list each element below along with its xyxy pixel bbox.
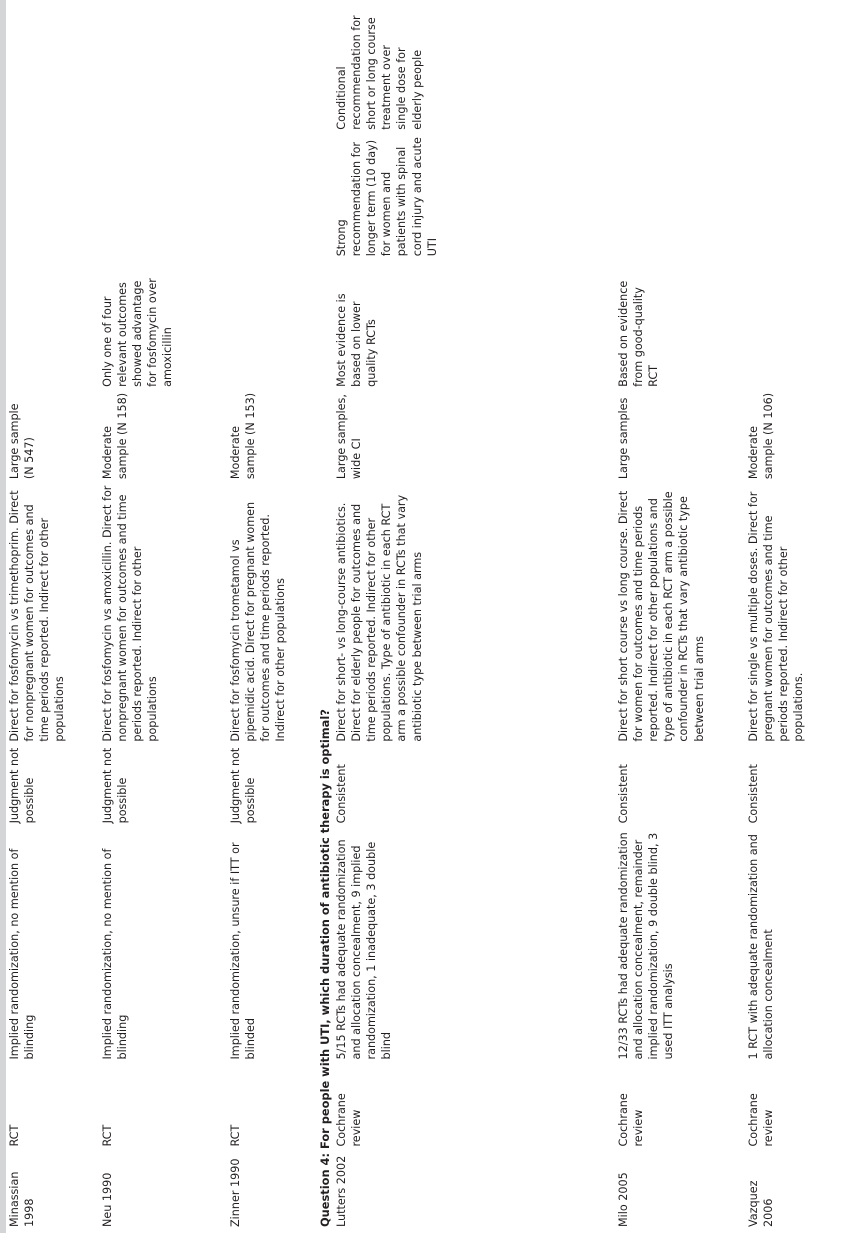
study-cell: Vazquez 2006 xyxy=(747,1180,776,1227)
sample-size-cell: Moderate sample (N 106) xyxy=(747,392,776,480)
directness-cell: Direct for fosfomycin vs trimethoprim. Direct for nonpregnant women for outcomes and time periods reported. Indirect for other populations xyxy=(8,490,67,742)
design-cell: RCT xyxy=(101,1124,114,1147)
extra-cell xyxy=(745,3,845,130)
quality-cell: 5/15 RCTs had adequate randomization and allocation concealment, 9 implied randomization, 1 inadequate, 3 double blind xyxy=(335,839,394,1060)
consistency-cell: Judgment not possible xyxy=(8,747,37,824)
consistency-cell: Judgment not possible xyxy=(101,747,130,824)
design-cell: Cochrane review xyxy=(747,1093,776,1147)
extra-cell xyxy=(99,3,227,130)
consistency-cell: Consistent xyxy=(617,764,631,824)
table-row-vazquez xyxy=(745,3,845,1227)
comments-cell xyxy=(6,130,99,257)
sample-size-cell: Large sample (N 547) xyxy=(8,403,37,480)
quality-cell: Implied randomization, no mention of blinding xyxy=(8,848,37,1060)
quality-cell: 12/33 RCTs had adequate randomization and allocation concealment, remainder implied randomization, 9 double blind, 3 used ITT analysis xyxy=(617,832,676,1060)
directness-cell: Direct for short- vs long-course antibiotics. Direct for elderly people for outcomes and time periods reported. Indirect for other populations. Type of antibiotic in each RCT arm a possible confounder in RCTs that vary antibiotic type between trial arms xyxy=(335,494,424,742)
extra-cell xyxy=(6,3,99,130)
evidence-table xyxy=(6,3,845,1227)
study-cell: Minassian 1998 xyxy=(8,1171,37,1227)
study-cell: Neu 1990 xyxy=(101,1172,114,1227)
comments-cell xyxy=(99,130,227,257)
other-factors-cell xyxy=(745,256,845,387)
directness-cell: Direct for fosfomycin trometamol vs pipemidic acid. Direct for pregnant women for outcomes and time periods reported. Indirect for other populations xyxy=(229,501,288,742)
other-factors-cell: Only one of four relevant outcomes showed advantage for fosfomycin over amoxicillin xyxy=(101,278,175,387)
table-row-lutters xyxy=(333,3,615,1227)
other-factors-cell xyxy=(227,256,316,387)
other-factors-cell: Based on evidence from good-quality RCT xyxy=(617,280,661,387)
other-factors-cell xyxy=(6,256,99,387)
directness-cell: Direct for single vs multiple doses. Direct for pregnant women for outcomes and time periods reported. Indirect for other populations. xyxy=(747,491,806,742)
consistency-cell: Judgment not possible xyxy=(229,747,258,824)
directness-cell: Direct for short course vs long course. Direct for women for outcomes and time periods reported. Indirect for other populations and type of antibiotic in each RCT arm a possible confounder in RCTs that vary antibiotic type between trial arms xyxy=(617,490,706,742)
table-row-milo xyxy=(615,3,745,1227)
comments-cell: Strong recommendation for longer term (10 day) for women and patients with spinal cord injury and acute UTI xyxy=(335,137,439,257)
comments-cell xyxy=(227,130,316,257)
consistency-cell: Consistent xyxy=(335,764,349,824)
sample-size-cell: Large samples xyxy=(617,397,631,480)
study-cell: Lutters 2002 xyxy=(335,1155,349,1227)
table-row-neu xyxy=(99,3,227,1227)
extra-cell xyxy=(615,3,745,130)
comments-cell xyxy=(745,130,845,257)
extra-cell xyxy=(227,3,316,130)
table-row-minassian xyxy=(6,3,99,1227)
design-cell: RCT xyxy=(229,1124,242,1147)
sample-size-cell: Moderate sample (N 153) xyxy=(229,392,258,480)
section-header-row xyxy=(316,3,333,1227)
extra-cell: Conditional recommendation for short or long course treatment over single dose for elderly people xyxy=(335,15,424,130)
consistency-cell: Consistent xyxy=(747,764,761,824)
question-4-title: Question 4: For people with UTI, which duration of antibiotic therapy is optimal? xyxy=(318,709,332,1227)
design-cell: Cochrane review xyxy=(617,1093,646,1147)
design-cell: RCT xyxy=(8,1124,21,1147)
study-cell: Milo 2005 xyxy=(617,1172,631,1227)
quality-cell: 1 RCT with adequate randomization and allocation concealment xyxy=(747,834,776,1060)
quality-cell: Implied randomization, no mention of blinding xyxy=(101,848,130,1060)
sample-size-cell: Moderate sample (N 158) xyxy=(101,392,130,480)
other-factors-cell: Most evidence is based on lower quality RCTs xyxy=(335,293,379,387)
study-cell: Zinner 1990 xyxy=(229,1158,242,1227)
design-cell: Cochrane review xyxy=(335,1093,364,1147)
comments-cell xyxy=(615,130,745,257)
sample-size-cell: Large samples, wide CI xyxy=(335,394,364,480)
quality-cell: Implied randomization, unsure if ITT or blinded xyxy=(229,842,258,1060)
directness-cell: Direct for fosfomycin vs amoxicillin. Direct for nonpregnant women for outcomes and time periods reported. Indirect for other populations xyxy=(101,485,160,742)
table-row-zinner xyxy=(227,3,316,1227)
